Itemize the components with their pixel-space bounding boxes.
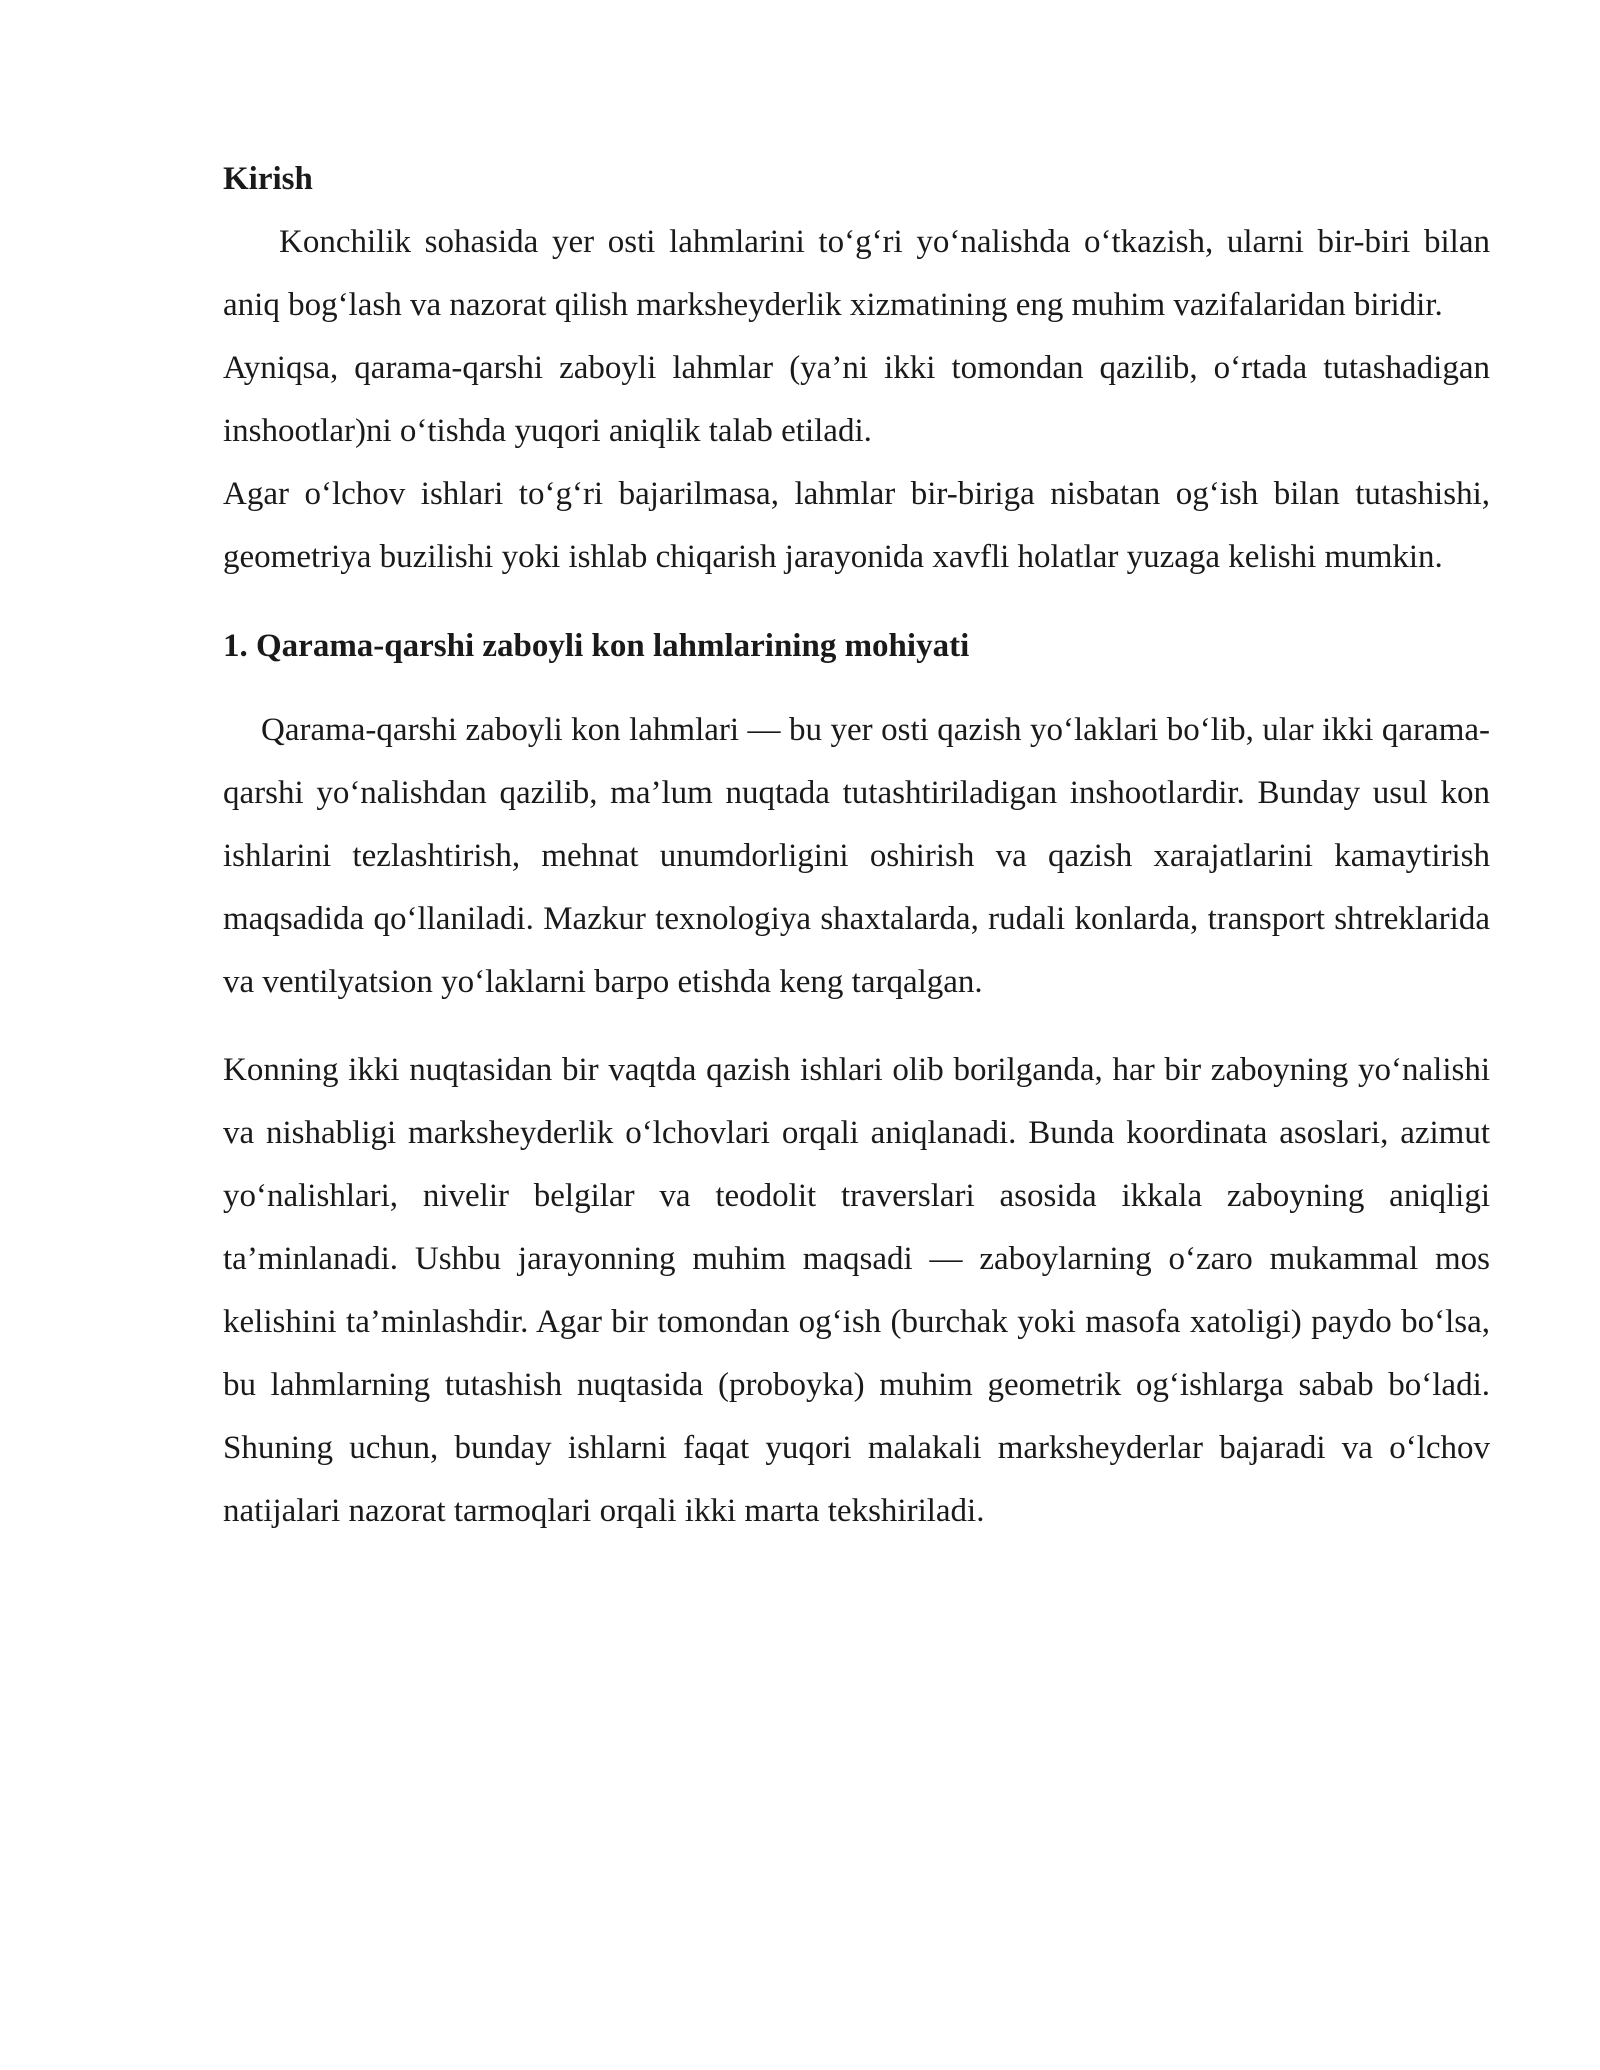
intro-paragraph-3: Agar o‘lchov ishlari to‘g‘ri bajarilmasa, lahmlar bir-biriga nisbatan og‘ish bilan tutashishi, geometriya buzilishi yoki ishlab chiqarish jarayonida xavfli holatlar yuzaga kelishi mumkin.	[223, 476, 1490, 575]
intro-paragraph: Konchilik sohasida yer osti lahmlarini to‘g‘ri yo‘nalishda o‘tkazish, ularni bir-biri bilan aniq bog‘lash va nazorat qilish marksheyderlik xizmatining eng muhim vazifalaridan biridir.	[223, 224, 1490, 323]
intro-heading: Kirish	[223, 161, 313, 197]
section-1-paragraph-2: Konning ikki nuqtasidan bir vaqtda qazish ishlari olib borilganda, har bir zaboyning yo‘nalishi va nishabligi marksheyderlik o‘lchovlari orqali aniqlanadi. Bunda koordinata asoslari, azimut yo‘nalishlari, nivelir belgilar va teodolit traverslari asosida ikkala zaboyning aniqligi ta’minlanadi. Ushbu jarayonning muhim maqsadi — zaboylarning o‘zaro mukammal mos kelishini ta’minlashdir. Agar bir tomondan og‘ish (burchak yoki masofa xatoligi) paydo bo‘lsa, bu lahmlarning tutashish nuqtasida (proboyka) muhim geometrik og‘ishlarga sabab bo‘ladi. Shuning uchun, bunday ishlarni faqat yuqori malakali marksheyderlar bajaradi va o‘lchov natijalari nazorat tarmoqlari orqali ikki marta tekshiriladi.	[223, 1052, 1490, 1529]
section-1-paragraph-1: Qarama-qarshi zaboyli kon lahmlari — bu yer osti qazish yo‘laklari bo‘lib, ular ikki qarama-qarshi yo‘nalishdan qazilib, ma’lum nuqtada tutashtiriladigan inshootlardir. Bunday usul kon ishlarini tezlashtirish, mehnat unumdorligini oshirish va qazish xarajatlarini kamaytirish maqsadida qo‘llaniladi. Mazkur texnologiya shaxtalarda, rudali konlarda, transport shtreklarida va ventilyatsion yo‘laklarni barpo etishda keng tarqalgan.	[223, 712, 1490, 1000]
section-1-heading: 1. Qarama-qarshi zaboyli kon lahmlarining mohiyati	[223, 628, 970, 664]
document-body	[223, 148, 1490, 1543]
intro-paragraph-2: Ayniqsa, qarama-qarshi zaboyli lahmlar (ya’ni ikki tomondan qazilib, o‘rtada tutashadigan inshootlar)ni o‘tishda yuqori aniqlik talab etiladi.	[223, 350, 1490, 449]
